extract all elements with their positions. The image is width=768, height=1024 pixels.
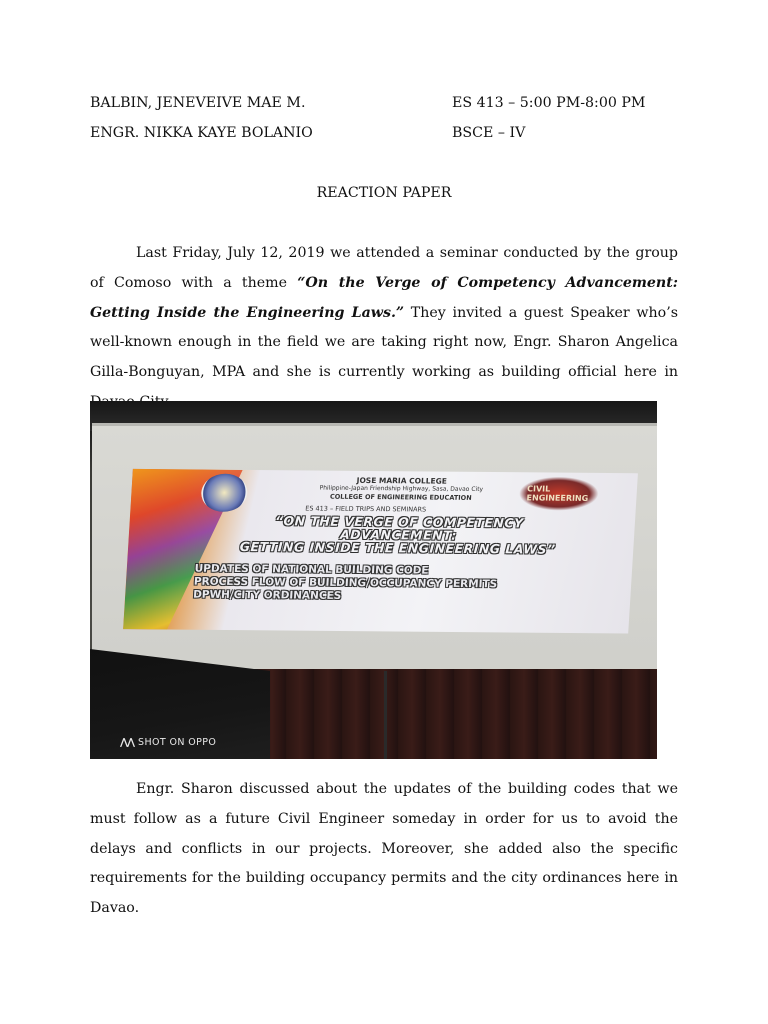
paragraph-intro-lead: Last Friday, July 12, 2019 we attended a seminar conducted by the group of Comoso with a theme — [90, 245, 678, 291]
camera-watermark — [120, 737, 216, 748]
screen-tripod — [384, 671, 387, 759]
civil-engineering-logo-icon — [518, 476, 600, 511]
slide-theme-line-1: “ON THE VERGE OF COMPETENCY — [274, 513, 525, 531]
slide-school-name: JOSE MARIA COLLEGE — [356, 475, 448, 486]
document-title: REACTION PAPER — [316, 185, 452, 201]
slide-bullet-2: PROCESS FLOW OF BUILDING/OCCUPANCY PERMITS — [193, 575, 498, 591]
projected-slide — [123, 469, 638, 634]
camera-watermark-text: SHOT ON OPPO — [138, 737, 217, 748]
slide-school-address: Philippine-Japan Friendship Highway, Sasa, Davao City — [319, 484, 484, 493]
slide-bullet-3: DPWH/CITY ORDINANCES — [192, 588, 342, 602]
slide-theme — [188, 513, 610, 556]
paragraph-discussion: Engr. Sharon discussed about the updates of the building codes that we must follow as a future Civil Engineer someday in order for us to avoid the delays and conflicts in our projects. Moreover, she added also the specific requirements for the building occupancy permits and the city ordinances here in Davao. — [90, 781, 678, 917]
oppo-mark-icon: ⋀⋀ — [120, 737, 135, 748]
slide-theme-line-2: ADVANCEMENT: — [339, 526, 458, 543]
school-logo-icon — [200, 474, 248, 512]
course-schedule: ES 413 – 5:00 PM-8:00 PM — [452, 95, 646, 111]
slide-college: COLLEGE OF ENGINEERING EDUCATION — [329, 492, 472, 502]
slide-theme-line-3: GETTING INSIDE THE ENGINEERING LAWS” — [239, 538, 557, 557]
civil-engineering-logo-text: CIVIL ENGINEERING — [526, 484, 589, 503]
slide-course: ES 413 – FIELD TRIPS AND SEMINARS — [304, 504, 427, 514]
student-name: BALBIN, JENEVEIVE MAE M. — [90, 95, 306, 111]
instructor-name: ENGR. NIKKA KAYE BOLANIO — [90, 125, 313, 141]
paragraph-intro — [90, 239, 678, 418]
paragraph-intro-rest: They invited a guest Speaker who’s well-known enough in the field we are taking right now, Engr. Sharon Angelica Gilla-Bonguyan, MPA and she is currently working as building official here in — [90, 304, 678, 381]
seminar-photo — [90, 401, 657, 759]
program-year: BSCE – IV — [452, 125, 526, 141]
slide-bullet-1: UPDATES OF NATIONAL BUILDING CODE — [194, 562, 429, 577]
seminar-theme: “On the Verge of Competency Advancement: Getting Inside the Engineering Laws.” — [90, 274, 678, 321]
slide-school-header — [281, 476, 522, 502]
